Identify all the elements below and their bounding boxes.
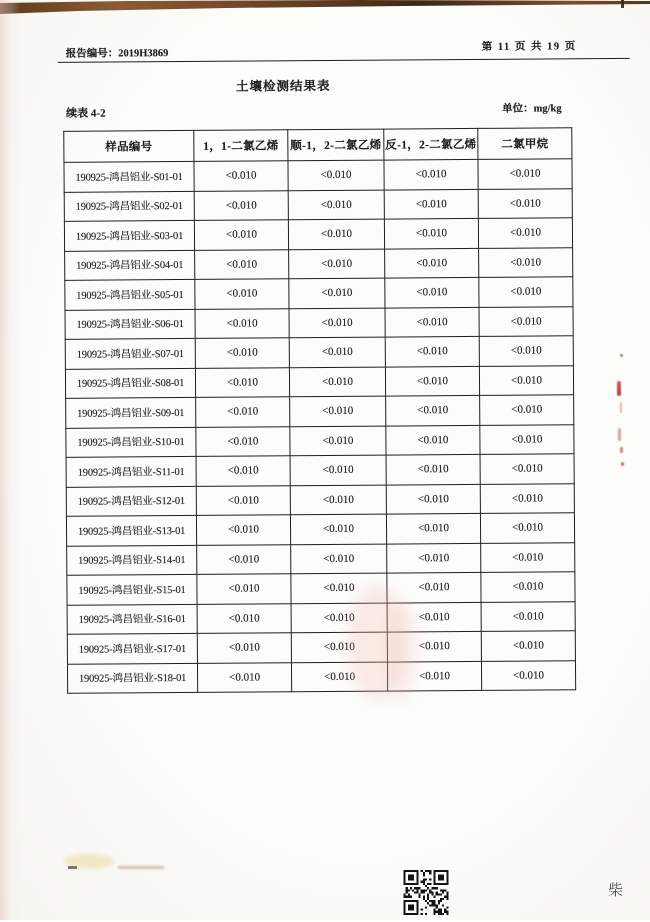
column-header-trans-12-dce: 反-1，2-二氯乙烯 <box>384 128 478 160</box>
value-cell: <0.010 <box>387 572 481 602</box>
table-row <box>65 247 573 280</box>
sample-id-cell: 190925-鸿昌铝业-S17-01 <box>67 633 197 663</box>
value-cell: <0.010 <box>385 336 479 366</box>
value-cell: <0.010 <box>480 483 574 513</box>
value-cell: <0.010 <box>481 601 575 631</box>
value-cell: <0.010 <box>481 542 575 572</box>
sample-id-cell: 190925-鸿昌铝业-S06-01 <box>65 309 195 339</box>
value-cell: <0.010 <box>481 572 575 602</box>
value-cell: <0.010 <box>387 543 481 573</box>
value-cell: <0.010 <box>290 455 386 485</box>
sample-id-cell: 190925-鸿昌铝业-S08-01 <box>65 368 195 398</box>
value-cell: <0.010 <box>288 190 384 220</box>
left-scan-shading <box>0 0 20 920</box>
page-title: 土壤检测结果表 <box>235 78 331 94</box>
value-cell: <0.010 <box>194 220 288 250</box>
scan-artifact-dash <box>621 0 624 8</box>
column-header-dcm: 二氯甲烷 <box>478 128 572 160</box>
value-cell: <0.010 <box>289 249 385 279</box>
value-cell: <0.010 <box>195 308 289 338</box>
value-cell: <0.010 <box>290 396 386 426</box>
table-row <box>65 306 573 339</box>
value-cell: <0.010 <box>195 249 289 279</box>
value-cell: <0.010 <box>291 544 387 574</box>
sample-id-cell: 190925-鸿昌铝业-S05-01 <box>65 279 195 309</box>
value-cell: <0.010 <box>291 662 387 692</box>
value-cell: <0.010 <box>291 573 387 603</box>
unit-label: 单位：mg/kg <box>502 103 562 115</box>
value-cell: <0.010 <box>479 365 573 395</box>
value-cell: <0.010 <box>385 366 479 396</box>
table-row <box>66 395 574 428</box>
red-ink-mark <box>617 381 621 396</box>
pink-scan-smudge <box>385 600 417 700</box>
value-cell: <0.010 <box>194 161 288 191</box>
value-cell: <0.010 <box>480 395 574 425</box>
red-ink-mark <box>620 354 623 357</box>
red-ink-mark <box>618 428 621 441</box>
value-cell: <0.010 <box>195 338 289 368</box>
value-cell: <0.010 <box>478 188 572 218</box>
sample-id-cell: 190925-鸿昌铝业-S12-01 <box>66 486 196 516</box>
red-ink-mark <box>620 447 623 453</box>
table-row <box>65 277 573 310</box>
value-cell: <0.010 <box>385 307 479 337</box>
scan-artifact-tick <box>68 866 77 869</box>
value-cell: <0.010 <box>196 456 290 486</box>
value-cell: <0.010 <box>387 661 481 691</box>
sample-id-cell: 190925-鸿昌铝业-S09-01 <box>66 397 196 427</box>
value-cell: <0.010 <box>197 633 291 663</box>
value-cell: <0.010 <box>387 631 481 661</box>
value-cell: <0.010 <box>386 395 480 425</box>
value-cell: <0.010 <box>387 602 481 632</box>
reviewer-stamp: 柴 <box>608 883 624 899</box>
column-header-cis-12-dce: 顺-1，2-二氯乙烯 <box>288 129 384 161</box>
table-row <box>64 159 572 192</box>
value-cell: <0.010 <box>386 484 480 514</box>
table-row <box>66 513 574 546</box>
value-cell: <0.010 <box>289 278 385 308</box>
column-header-11-dce: 1，1-二氯乙烯 <box>194 130 288 162</box>
sample-id-cell: 190925-鸿昌铝业-S13-01 <box>66 515 196 545</box>
value-cell: <0.010 <box>197 574 291 604</box>
sample-id-cell: 190925-鸿昌铝业-S04-01 <box>65 250 195 280</box>
value-cell: <0.010 <box>288 219 384 249</box>
value-cell: <0.010 <box>481 660 575 690</box>
value-cell: <0.010 <box>385 248 479 278</box>
value-cell: <0.010 <box>197 603 291 633</box>
value-cell: <0.010 <box>196 485 290 515</box>
page-number-label: 第 11 页 共 19 页 <box>481 41 577 53</box>
scan-artifact-streak <box>118 866 164 869</box>
value-cell: <0.010 <box>386 425 480 455</box>
value-cell: <0.010 <box>197 544 291 574</box>
value-cell: <0.010 <box>289 367 385 397</box>
sample-id-cell: 190925-鸿昌铝业-S02-01 <box>64 191 194 221</box>
table-row <box>64 188 572 221</box>
value-cell: <0.010 <box>479 306 573 336</box>
report-number-label: 报告编号：2019H3869 <box>65 48 169 60</box>
value-cell: <0.010 <box>194 190 288 220</box>
value-cell: <0.010 <box>195 279 289 309</box>
sample-id-cell: 190925-鸿昌铝业-S11-01 <box>66 456 196 486</box>
value-cell: <0.010 <box>195 367 289 397</box>
table-row <box>65 365 573 398</box>
value-cell: <0.010 <box>480 424 574 454</box>
value-cell: <0.010 <box>384 189 478 219</box>
value-cell: <0.010 <box>291 632 387 662</box>
table-row <box>66 454 574 487</box>
value-cell: <0.010 <box>479 247 573 277</box>
value-cell: <0.010 <box>290 485 386 515</box>
column-header-sample-id: 样品编号 <box>64 130 194 162</box>
value-cell: <0.010 <box>196 515 290 545</box>
sample-id-cell: 190925-鸿昌铝业-S07-01 <box>65 338 195 368</box>
value-cell: <0.010 <box>291 603 387 633</box>
value-cell: <0.010 <box>196 426 290 456</box>
value-cell: <0.010 <box>479 336 573 366</box>
value-cell: <0.010 <box>478 159 572 189</box>
value-cell: <0.010 <box>197 662 291 692</box>
red-ink-mark <box>621 462 624 466</box>
sample-id-cell: 190925-鸿昌铝业-S01-01 <box>64 161 194 191</box>
sample-id-cell: 190925-鸿昌铝业-S03-01 <box>64 220 194 250</box>
table-row <box>65 336 573 369</box>
sample-id-cell: 190925-鸿昌铝业-S16-01 <box>67 604 197 634</box>
value-cell: <0.010 <box>478 218 572 248</box>
value-cell: <0.010 <box>384 218 478 248</box>
value-cell: <0.010 <box>289 337 385 367</box>
value-cell: <0.010 <box>481 631 575 661</box>
results-table-body <box>64 159 576 694</box>
red-ink-mark <box>620 402 622 413</box>
table-row <box>67 542 575 575</box>
continued-table-label: 续表 4-2 <box>66 107 106 120</box>
value-cell: <0.010 <box>386 513 480 543</box>
sample-id-cell: 190925-鸿昌铝业-S18-01 <box>67 663 197 693</box>
value-cell: <0.010 <box>385 277 479 307</box>
table-row <box>67 601 575 634</box>
value-cell: <0.010 <box>480 454 574 484</box>
qr-code <box>402 870 450 915</box>
value-cell: <0.010 <box>196 397 290 427</box>
value-cell: <0.010 <box>290 514 386 544</box>
sample-id-cell: 190925-鸿昌铝业-S15-01 <box>67 574 197 604</box>
table-row <box>64 218 572 251</box>
sample-id-cell: 190925-鸿昌铝业-S14-01 <box>67 545 197 575</box>
table-row <box>67 631 575 664</box>
table-row <box>66 483 574 516</box>
table-row <box>67 660 575 693</box>
value-cell: <0.010 <box>384 159 478 189</box>
results-table <box>63 127 576 694</box>
value-cell: <0.010 <box>289 308 385 338</box>
value-cell: <0.010 <box>480 513 574 543</box>
value-cell: <0.010 <box>479 277 573 307</box>
value-cell: <0.010 <box>288 160 384 190</box>
table-row <box>66 424 574 457</box>
sample-id-cell: 190925-鸿昌铝业-S10-01 <box>66 427 196 457</box>
value-cell: <0.010 <box>386 454 480 484</box>
value-cell: <0.010 <box>290 426 386 456</box>
table-header-row <box>64 128 572 163</box>
table-row <box>67 572 575 605</box>
